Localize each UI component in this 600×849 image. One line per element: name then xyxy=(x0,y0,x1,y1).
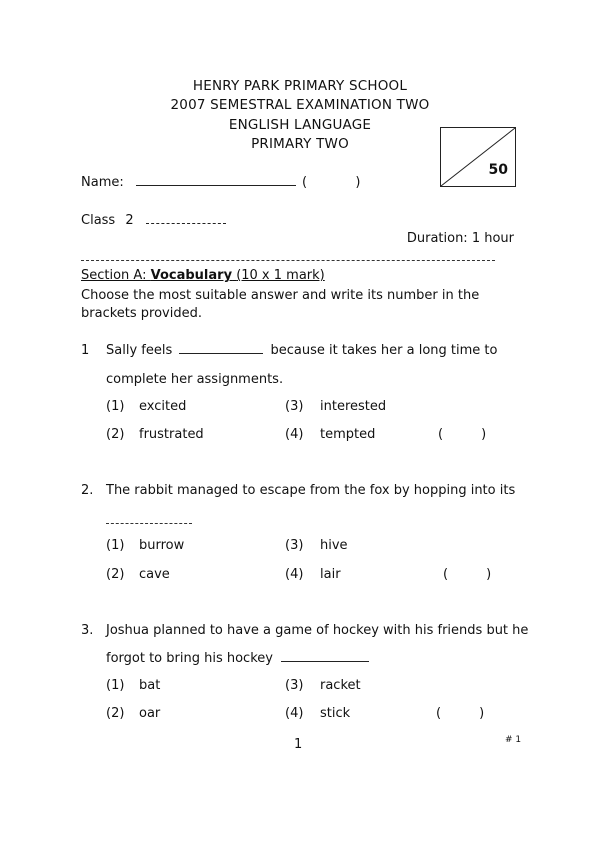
question-3-blank[interactable] xyxy=(281,661,369,662)
q3-option-1-num: (1) xyxy=(106,678,125,693)
q3-option-3-num: (3) xyxy=(285,678,304,693)
q3-option-3-text[interactable]: racket xyxy=(320,678,361,693)
q3-option-2-num: (2) xyxy=(106,706,125,721)
q1-option-4-text[interactable]: tempted xyxy=(320,427,376,442)
class-blank[interactable] xyxy=(146,223,226,224)
header-divider xyxy=(81,260,495,261)
q1-option-2-num: (2) xyxy=(106,427,125,442)
q2-answer-close: ) xyxy=(486,567,492,582)
q3-answer-open: ( xyxy=(436,706,442,721)
q3-option-1-text[interactable]: bat xyxy=(139,678,161,693)
section-title: Vocabulary xyxy=(150,268,233,283)
q2-option-1-num: (1) xyxy=(106,538,125,553)
q2-option-3-text[interactable]: hive xyxy=(320,538,348,553)
name-row xyxy=(81,175,360,190)
q1-option-1-text[interactable]: excited xyxy=(139,399,187,414)
q3-answer-close: ) xyxy=(479,706,485,721)
q1-option-2-text[interactable]: frustrated xyxy=(139,427,204,442)
instruction-line-1: Choose the most suitable answer and write its number in the xyxy=(81,288,480,303)
name-label: Name: xyxy=(81,175,124,190)
instruction-line-2: brackets provided. xyxy=(81,306,202,321)
question-2-line-1: The rabbit managed to escape from the fox by hopping into its xyxy=(106,483,516,498)
question-1-line-2: complete her assignments. xyxy=(106,372,284,387)
question-2-number: 2. xyxy=(81,483,94,498)
school-name: HENRY PARK PRIMARY SCHOOL xyxy=(192,78,408,94)
q1-option-1-num: (1) xyxy=(106,399,125,414)
question-1-number: 1 xyxy=(81,343,90,358)
subject-title: ENGLISH LANGUAGE xyxy=(228,117,372,133)
exam-title: 2007 SEMESTRAL EXAMINATION TWO xyxy=(170,97,430,113)
page-number: 1 xyxy=(294,737,303,752)
class-label: Class xyxy=(81,213,116,228)
section-heading xyxy=(81,268,325,283)
q3-answer-bracket[interactable] xyxy=(436,706,484,721)
name-blank[interactable] xyxy=(136,185,296,186)
score-box xyxy=(440,127,516,187)
q2-option-4-num: (4) xyxy=(285,567,304,582)
q2-answer-open: ( xyxy=(443,567,449,582)
question-1-line-1 xyxy=(106,343,497,358)
duration: Duration: 1 hour xyxy=(406,231,514,246)
question-3-line-1: Joshua planned to have a game of hockey with his friends but he xyxy=(106,623,529,638)
q2-option-3-num: (3) xyxy=(285,538,304,553)
question-3-line-2 xyxy=(106,651,369,666)
q1-answer-bracket[interactable] xyxy=(438,427,486,442)
corner-mark: # 1 xyxy=(505,735,522,745)
q2-answer-bracket[interactable] xyxy=(443,567,491,582)
section-marks: (10 x 1 mark) xyxy=(236,268,325,283)
q1-answer-open: ( xyxy=(438,427,444,442)
question-1-text-after: because it takes her a long time to xyxy=(270,343,498,358)
question-3-text-before: forgot to bring his hockey xyxy=(106,651,273,666)
question-1-blank[interactable] xyxy=(179,353,263,354)
section-prefix: Section A: xyxy=(81,268,151,283)
q2-option-2-num: (2) xyxy=(106,567,125,582)
question-2-blank[interactable] xyxy=(106,523,192,524)
class-value: 2 xyxy=(125,213,134,228)
question-1-text-before: Sally feels xyxy=(106,343,173,358)
q3-option-4-num: (4) xyxy=(285,706,304,721)
score-total: 50 xyxy=(488,162,508,178)
q2-option-2-text[interactable]: cave xyxy=(139,567,170,582)
name-paren-open: ( xyxy=(302,175,308,190)
question-3-number: 3. xyxy=(81,623,94,638)
q1-option-4-num: (4) xyxy=(285,427,304,442)
name-paren-close: ) xyxy=(355,175,361,190)
q1-answer-close: ) xyxy=(481,427,487,442)
q1-option-3-text[interactable]: interested xyxy=(320,399,387,414)
q2-option-1-text[interactable]: burrow xyxy=(139,538,185,553)
q3-option-2-text[interactable]: oar xyxy=(139,706,161,721)
q2-option-4-text[interactable]: lair xyxy=(320,567,341,582)
class-row xyxy=(81,213,226,228)
level-title: PRIMARY TWO xyxy=(251,136,349,152)
q3-option-4-text[interactable]: stick xyxy=(320,706,351,721)
q1-option-3-num: (3) xyxy=(285,399,304,414)
